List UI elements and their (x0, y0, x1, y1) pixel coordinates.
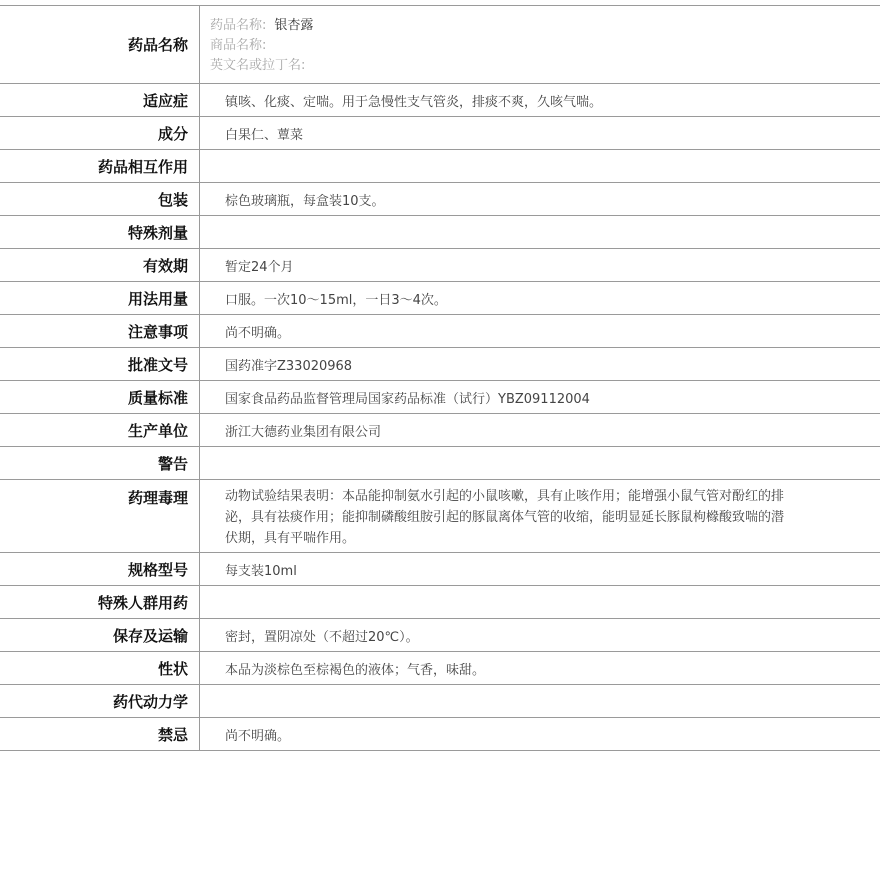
row-value (200, 586, 880, 618)
generic-name-key: 药品名称: (210, 18, 267, 33)
row-value (200, 447, 880, 479)
english-name-line (210, 56, 880, 76)
row-label: 保存及运输 (0, 619, 200, 651)
row-label: 适应症 (0, 84, 200, 116)
row-value: 尚不明确。 (225, 728, 291, 744)
row-special-dosage (0, 216, 880, 249)
row-quality-standard (0, 381, 880, 414)
row-value: 国家食品药品监督管理局国家药品标准（试行）YBZ09112004 (225, 391, 590, 407)
row-value: 棕色玻璃瓶，每盒装10支。 (225, 193, 385, 209)
row-value: 白果仁、蕈菜 (225, 127, 304, 143)
row-ingredients (0, 117, 880, 150)
row-shelf-life (0, 249, 880, 282)
row-label: 药理毒理 (0, 480, 200, 552)
row-label: 包装 (0, 183, 200, 215)
row-label: 性状 (0, 652, 200, 684)
row-label: 批准文号 (0, 348, 200, 380)
drug-names-block (200, 6, 880, 83)
row-interactions (0, 150, 880, 183)
row-label: 特殊人群用药 (0, 586, 200, 618)
row-pharmacology (0, 480, 880, 553)
row-value: 动物试验结果表明：本品能抑制氨水引起的小鼠咳嗽，具有止咳作用；能增强小鼠气管对酚红的排泌，具有祛痰作用；能抑制磷酸组胺引起的豚鼠离体气管的收缩，能明显延长豚鼠枸橼酸致喘的潜伏期，具有平喘作用。 (225, 489, 785, 546)
row-label: 警告 (0, 447, 200, 479)
row-value: 浙江大德药业集团有限公司 (225, 424, 382, 440)
row-contraindications (0, 718, 880, 751)
row-label: 药品名称 (0, 6, 200, 83)
row-special-populations (0, 586, 880, 619)
row-pharmacokinetics (0, 685, 880, 718)
trade-name-key: 商品名称: (210, 38, 267, 53)
row-indications (0, 84, 880, 117)
row-value (200, 685, 880, 717)
row-drug-names (0, 6, 880, 84)
row-value: 尚不明确。 (225, 325, 291, 341)
row-description (0, 652, 880, 685)
row-label: 规格型号 (0, 553, 200, 585)
english-name-key: 英文名或拉丁名: (210, 58, 306, 73)
row-value: 口服。一次10～15ml，一日3～4次。 (225, 292, 447, 308)
trade-name-line (210, 36, 880, 56)
row-manufacturer (0, 414, 880, 447)
row-dosage (0, 282, 880, 315)
row-label: 药品相互作用 (0, 150, 200, 182)
row-precautions (0, 315, 880, 348)
row-value: 每支装10ml (225, 563, 297, 579)
row-label: 有效期 (0, 249, 200, 281)
row-label: 质量标准 (0, 381, 200, 413)
row-value: 暂定24个月 (225, 259, 294, 275)
generic-name-line (210, 16, 880, 36)
row-label: 禁忌 (0, 718, 200, 750)
row-value (200, 216, 880, 248)
row-label: 成分 (0, 117, 200, 149)
row-value: 本品为淡棕色至棕褐色的液体；气香，味甜。 (225, 662, 486, 678)
row-packaging (0, 183, 880, 216)
row-label: 药代动力学 (0, 685, 200, 717)
drug-info-table (0, 5, 880, 751)
row-approval-number (0, 348, 880, 381)
row-value: 镇咳、化痰、定喘。用于急慢性支气管炎，排痰不爽，久咳气喘。 (225, 94, 603, 110)
row-value: 密封，置阴凉处（不超过20℃）。 (225, 629, 419, 645)
row-specification (0, 553, 880, 586)
generic-name-value: 银杏露 (274, 18, 314, 33)
row-warning (0, 447, 880, 480)
row-label: 用法用量 (0, 282, 200, 314)
row-value (200, 150, 880, 182)
row-label: 生产单位 (0, 414, 200, 446)
row-label: 注意事项 (0, 315, 200, 347)
row-storage (0, 619, 880, 652)
row-label: 特殊剂量 (0, 216, 200, 248)
row-value: 国药准字Z33020968 (225, 358, 353, 374)
